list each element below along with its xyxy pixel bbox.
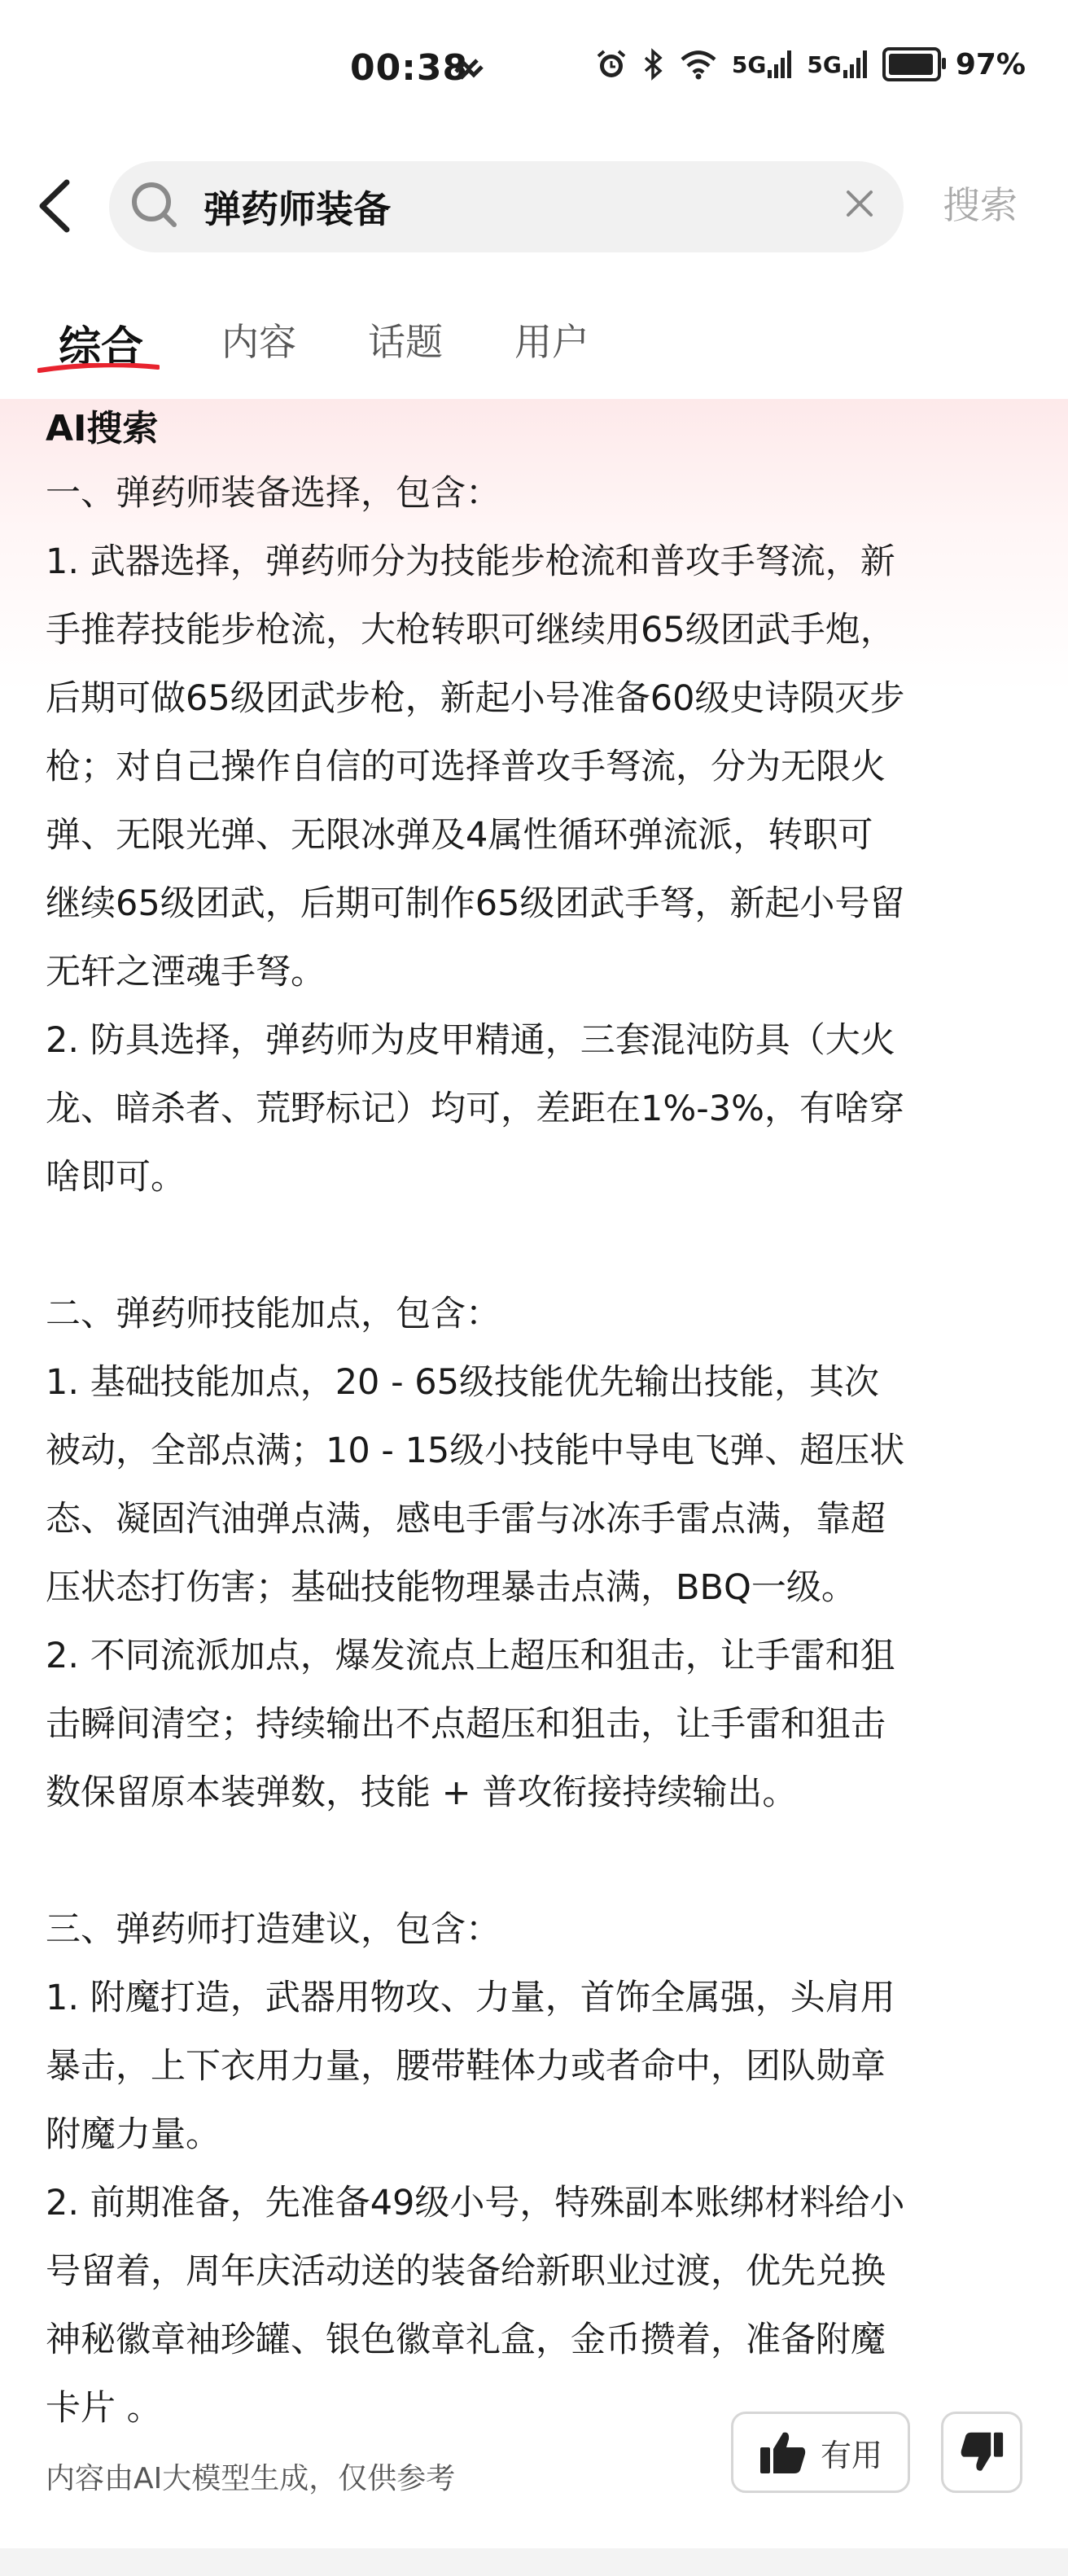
ai-answer-panel	[0, 399, 1068, 2576]
ai-disclaimer: 内容由AI大模型生成，仅供参考	[46, 2462, 456, 2495]
answer-line: 2. 前期准备，先准备49级小号，特殊副本账绑材料给小	[46, 2183, 905, 2223]
answer-line: 1. 基础技能加点，20 - 65级技能优先输出技能，其次	[46, 1362, 879, 1403]
close-icon	[843, 187, 876, 220]
answer-line: 手推荐技能步枪流，大枪转职可继续用65级团武手炮，	[46, 610, 895, 651]
answer-line: 后期可做65级团武步枪，新起小号准备60级史诗陨灭步	[46, 678, 905, 719]
chevron-left-icon	[36, 177, 72, 234]
search-input[interactable]	[204, 176, 822, 238]
signal-bars-icon	[768, 50, 792, 78]
signal-2	[807, 50, 867, 78]
answer-line: 弹、无限光弹、无限冰弹及4属性循环弹流派，转职可	[46, 815, 873, 856]
thumbs-down-icon	[959, 2429, 1005, 2475]
answer-line: 卡片 。	[46, 2388, 162, 2429]
status-time: 00:38	[350, 47, 469, 89]
battery-percent: 97%	[955, 47, 1026, 81]
useful-label: 有用	[820, 2437, 882, 2473]
answer-line: 2. 不同流派加点，爆发流点上超压和狙击，让手雷和狙	[46, 1636, 895, 1676]
clear-button[interactable]	[843, 179, 876, 228]
answer-line: 2. 防具选择，弹药师为皮甲精通，三套混沌防具（大火	[46, 1020, 895, 1061]
paragraph-gap	[46, 1211, 1022, 1280]
tab-user[interactable]: 用户	[514, 320, 589, 364]
search-icon	[130, 181, 177, 228]
answer-line: 龙、暗杀者、荒野标记）均可，差距在1%-3%，有啥穿	[46, 1089, 904, 1129]
signal-1	[732, 50, 792, 78]
status-icons	[595, 47, 1026, 81]
dislike-button[interactable]	[941, 2412, 1022, 2493]
tab-content[interactable]: 内容	[221, 320, 296, 364]
answer-line: 压状态打伤害；基础技能物理暴击点满，BBQ一级。	[46, 1567, 856, 1608]
answer-line: 神秘徽章袖珍罐、银色徽章礼盒，金币攒着，准备附魔	[46, 2320, 886, 2360]
tab-bar	[0, 293, 1068, 383]
bluetooth-icon	[642, 48, 665, 81]
ai-answer-body	[46, 459, 1022, 2442]
search-box[interactable]	[109, 161, 904, 252]
bottom-strip	[0, 2548, 1068, 2576]
network-type-2: 5G	[807, 51, 842, 78]
network-type-1: 5G	[731, 51, 767, 78]
tab-overall[interactable]: 综合	[59, 323, 144, 372]
answer-line: 击瞬间清空；持续输出不点超压和狙击，让手雷和狙击	[46, 1704, 886, 1745]
answer-line: 被动，全部点满；10 - 15级小技能中导电飞弹、超压状	[46, 1430, 905, 1471]
answer-line: 号留着，周年庆活动送的装备给新职业过渡，优先兑换	[46, 2251, 886, 2292]
active-tab-underline	[37, 363, 160, 373]
answer-line: 一、弹药师装备选择，包含：	[46, 473, 501, 514]
answer-line: 二、弹药师技能加点，包含：	[46, 1294, 501, 1334]
search-row	[0, 155, 1068, 261]
answer-line: 1. 附魔打造，武器用物攻、力量，首饰全属强，头肩用	[46, 1978, 895, 2018]
status-bar	[0, 0, 1068, 147]
answer-line: 继续65级团武，后期可制作65级团武手弩，新起小号留	[46, 883, 905, 924]
answer-line: 无轩之湮魂手弩。	[46, 952, 326, 992]
answer-line: 暴击，上下衣用力量，腰带鞋体力或者命中，团队勋章	[46, 2046, 886, 2087]
battery-icon	[882, 47, 941, 81]
answer-line: 附魔力量。	[46, 2114, 221, 2155]
answer-line: 啥即可。	[46, 1157, 186, 1198]
answer-line: 枪；对自己操作自信的可选择普攻手弩流，分为无限火	[46, 747, 886, 787]
link-icon	[453, 57, 485, 81]
ai-answer-footer	[0, 2402, 1068, 2576]
answer-line: 三、弹药师打造建议，包含：	[46, 1909, 501, 1950]
back-button[interactable]	[36, 177, 85, 238]
tab-topic[interactable]: 话题	[368, 320, 443, 364]
ai-answer-title: AI搜索	[46, 408, 159, 449]
paragraph-gap	[46, 1827, 1022, 1895]
answer-line: 1. 武器选择，弹药师分为技能步枪流和普攻手弩流，新	[46, 541, 895, 582]
search-submit-button[interactable]: 搜索	[943, 183, 1018, 227]
answer-line: 态、凝固汽油弹点满，感电手雷与冰冻手雷点满，靠超	[46, 1499, 886, 1540]
answer-line: 数保留原本装弹数，技能 + 普攻衔接持续输出。	[46, 1772, 798, 1813]
useful-button[interactable]	[731, 2412, 910, 2493]
thumbs-up-icon	[759, 2429, 808, 2475]
battery-fill	[889, 54, 933, 75]
signal-bars-icon	[843, 50, 868, 78]
wifi-icon	[680, 49, 717, 80]
alarm-icon	[595, 48, 628, 81]
